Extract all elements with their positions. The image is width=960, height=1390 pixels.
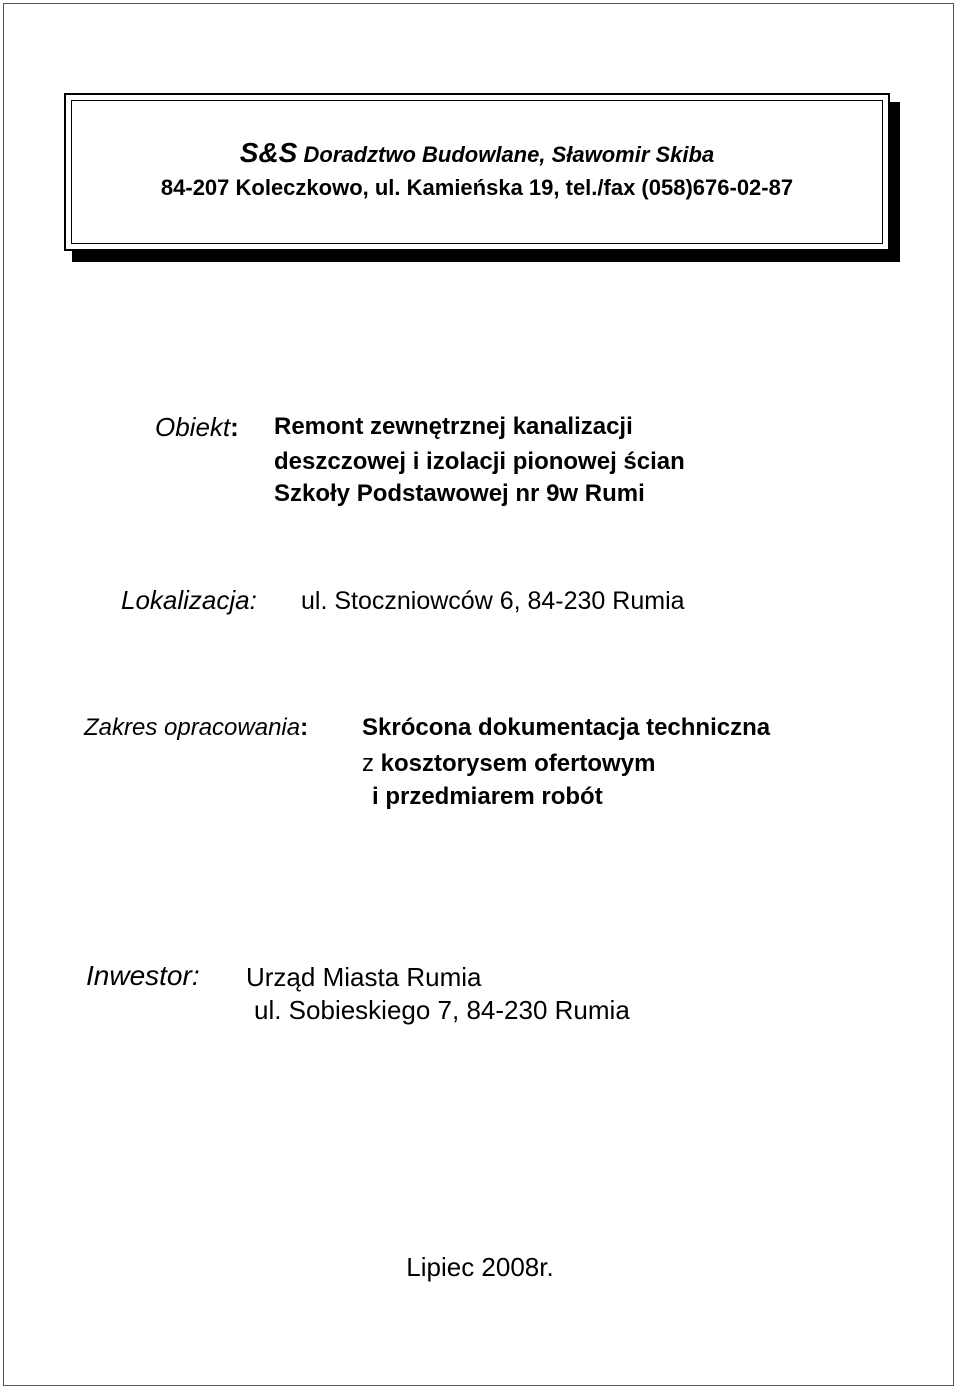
zakres-line-2 (362, 748, 655, 780)
zakres-label (84, 712, 308, 744)
company-brand: S&S (239, 137, 298, 168)
lokalizacja-value: ul. Stoczniowców 6, 84-230 Rumia (301, 587, 685, 615)
obiekt-label-text: Obiekt (155, 412, 231, 442)
inwestor-label: Inwestor: (86, 960, 200, 991)
zakres-colon: : (300, 714, 309, 741)
company-name: Doradztwo Budowlane, Sławomir Skiba (297, 142, 715, 167)
document-date: Lipiec 2008r. (406, 1252, 554, 1282)
obiekt-label (155, 410, 239, 444)
company-address: 84-207 Koleczkowo, ul. Kamieńska 19, tel./fax (058)676-02-87 (160, 175, 794, 200)
zakres-line-3: i przedmiarem robót (372, 783, 603, 810)
company-name-line (72, 139, 882, 169)
obiekt-line-3: Szkoły Podstawowej nr 9w Rumi (274, 480, 645, 507)
obiekt-line-1: Remont zewnętrznej kanalizacji (274, 413, 633, 440)
header-box-inner (71, 100, 883, 244)
zakres-line-1: Skrócona dokumentacja techniczna (362, 714, 771, 741)
zakres-label-text: Zakres opracowania (84, 714, 301, 741)
inwestor-line-1: Urząd Miasta Rumia (246, 962, 482, 992)
obiekt-line-2: deszczowej i izolacji pionowej ścian (274, 448, 685, 475)
obiekt-colon: : (230, 412, 239, 442)
lokalizacja-label: Lokalizacja: (121, 585, 257, 615)
zakres-line-2-prefix: z (362, 750, 374, 777)
inwestor-line-2: ul. Sobieskiego 7, 84-230 Rumia (254, 995, 630, 1025)
header-box (64, 93, 890, 251)
zakres-line-2-text: kosztorysem ofertowym (374, 750, 656, 777)
